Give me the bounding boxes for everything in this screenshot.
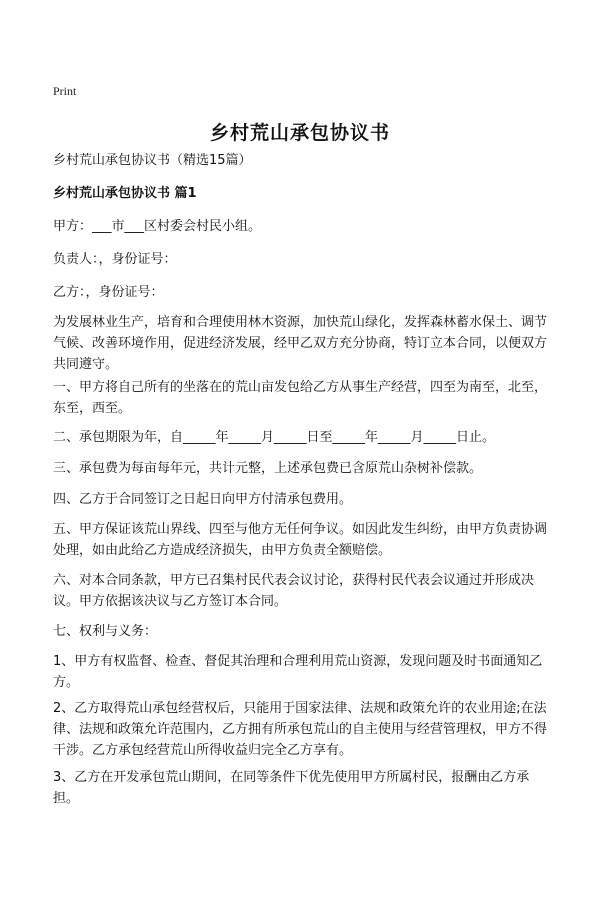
party-b-line: 乙方：，身份证号：: [53, 285, 164, 300]
party-a-line: 甲方：___市___区村委会村民小组。: [53, 219, 262, 234]
clause-4: 四、乙方于合同签订之日起日向甲方付清承包费用。: [53, 492, 353, 507]
clause-6: 六、对本合同条款，甲方已召集村民代表会议讨论，获得村民代表会议通过并形成决议。甲方依据该决议与乙方签订本合同。: [53, 573, 535, 609]
clause-5: 五、甲方保证该荒山界线、四至与他方无任何争议。如因此发生纠纷，由甲方负责协调处理，如由此给乙方造成经济损失，由甲方负责全额赔偿。: [53, 522, 548, 558]
document-subtitle: 乡村荒山承包协议书（精选15篇）: [53, 153, 252, 168]
print-label: Print: [53, 84, 77, 98]
document-title: 乡村荒山承包协议书: [209, 122, 390, 144]
clause-1: 一、甲方将自己所有的坐落在的荒山亩发包给乙方从事生产经营，四至为南至，北至，东至，西至。: [53, 380, 548, 416]
responsible-line: 负责人：，身份证号：: [53, 252, 177, 267]
clause-2: 二、承包期限为年，自_____年_____月_____日至_____年_____月_____日止。: [53, 430, 496, 445]
rights-item-1: 1、甲方有权监督、检查、督促其治理和合理利用荒山资源，发现问题及时书面通知乙方。: [53, 654, 543, 690]
clause-3: 三、承包费为每亩每年元，共计元整，上述承包费已含原荒山杂树补偿款。: [53, 461, 483, 476]
intro-paragraph: 为发展林业生产，培育和合理使用林木资源，加快荒山绿化，发挥森林蓄水保土、调节气候、改善环境作用，促进经济发展，经甲乙双方充分协商，特订立本合同，以便双方共同遵守。: [53, 315, 548, 372]
clause-7-heading: 七、权利与义务：: [53, 624, 158, 639]
rights-item-3: 3、乙方在开发承包荒山期间，在同等条件下优先使用甲方所属村民，报酬由乙方承担。: [53, 770, 530, 806]
rights-item-2: 2、乙方取得荒山承包经营权后，只能用于国家法律、法规和政策允许的农业用途;在法律、法规和政策允许范围内，乙方拥有所承包荒山的自主使用与经营管理权，甲方不得干涉。乙方承包经营荒山所得收益归完全乙方享有。: [53, 701, 548, 758]
section-heading: 乡村荒山承包协议书 篇1: [53, 186, 197, 201]
